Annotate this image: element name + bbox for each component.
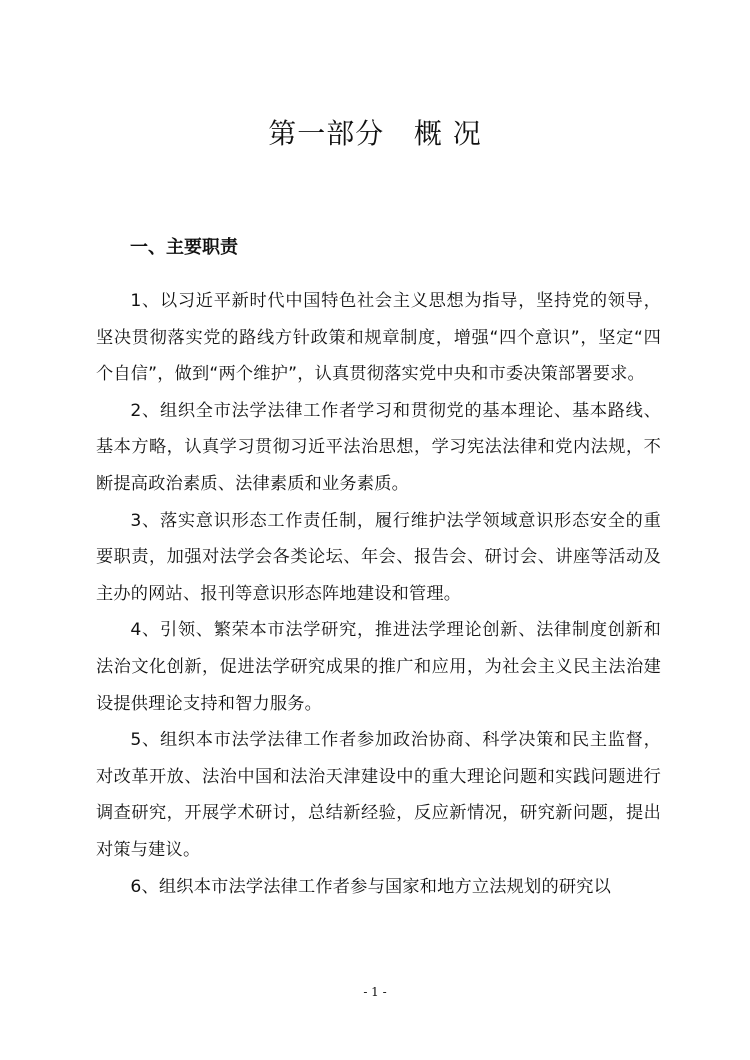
page-title: 第一部分 概 况 (268, 117, 482, 150)
section-heading: 一、主要职责 (130, 237, 238, 258)
paragraph-5: 5、组织本市法学法律工作者参加政治协商、科学决策和民主监督，对改革开放、法治中国和法治天津建设中的重大理论问题和实践问题进行调查研究，开展学术研讨，总结新经验，反应新情况，研究新问题，提出对策与建议。 (96, 730, 661, 860)
paragraph-3: 3、落实意识形态工作责任制，履行维护法学领域意识形态安全的重要职责，加强对法学会各类论坛、年会、报告会、研讨会、讲座等活动及主办的网站、报刊等意识形态阵地建设和管理。 (96, 510, 661, 604)
paragraph-1: 1、以习近平新时代中国特色社会主义思想为指导，坚持党的领导，坚决贯彻落实党的路线方针政策和规章制度，增强“四个意识”，坚定“四个自信”，做到“两个维护”，认真贯彻落实党中央和市委决策部署要求。 (96, 291, 661, 385)
paragraph-6: 6、组织本市法学法律工作者参与国家和地方立法规划的研究以 (130, 876, 611, 897)
paragraph-2: 2、组织全市法学法律工作者学习和贯彻党的基本理论、基本路线、基本方略，认真学习贯彻习近平法治思想，学习宪法法律和党内法规，不断提高政治素质、法律素质和业务素质。 (96, 400, 661, 494)
body-text (96, 283, 661, 905)
page-number: - 1 - (363, 985, 387, 999)
paragraph-4: 4、引领、繁荣本市法学研究，推进法学理论创新、法律制度创新和法治文化创新，促进法学研究成果的推广和应用，为社会主义民主法治建设提供理论支持和智力服务。 (96, 620, 661, 714)
